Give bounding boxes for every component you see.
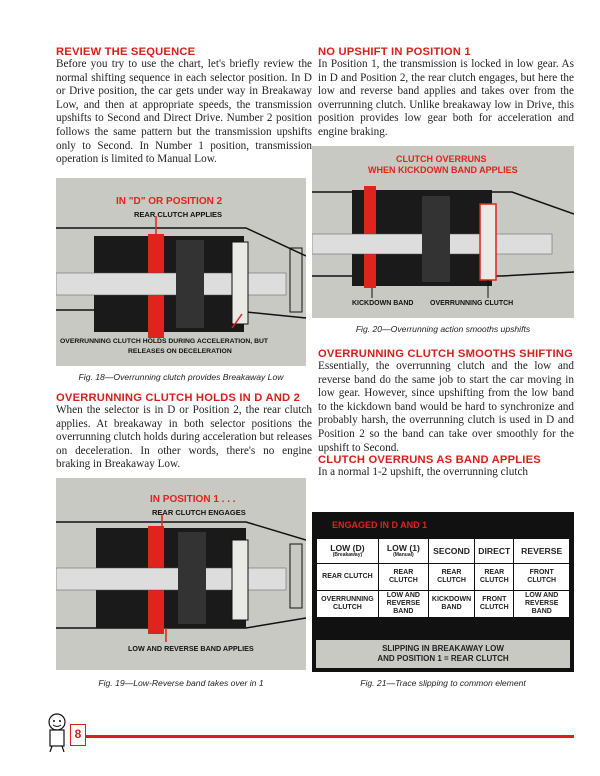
figure-title: ENGAGED IN D AND 1 — [332, 520, 428, 530]
table-cell: KICKDOWN BAND — [428, 591, 474, 618]
mascot-icon — [42, 712, 72, 752]
header-cell: DIRECT — [475, 539, 514, 564]
header-cell: REVERSE — [514, 539, 570, 564]
table-row — [317, 591, 570, 618]
header-cell: LOW (1) (Manual) — [378, 539, 428, 564]
engagement-table — [316, 538, 570, 618]
paragraph: Essentially, the overrunning clutch and the low and reverse band do the same job to start the car moving in low gear. However, since upshifting from the low band to the kickdown band would be hard to synchronize and probably harsh, the overrunning clutch is used in D and Position 2 so the band can take over smoothly for the upshift to Second. — [318, 360, 574, 454]
figure-18 — [56, 178, 306, 366]
left-section-holds — [56, 392, 312, 472]
figure-label: REAR CLUTCH APPLIES — [134, 210, 223, 219]
table-cell: FRONT CLUTCH — [475, 591, 514, 618]
paragraph: Before you try to use the chart, let's briefly review the normal shifting sequence in each selector position. In D or Drive position, the car gets under way in Breakaway Low, and then at appropriate speeds, the transmission upshifts to Second and Direct Drive. Number 2 position follows the same pattern but the transmission upshifts only to Second. In Number 1 position, transmission operation is limited to Manual Low. — [56, 58, 312, 166]
page-number: 8 — [74, 727, 82, 741]
table-cell: OVERRUNNING CLUTCH — [317, 591, 379, 618]
figure-label: RELEASES ON DECELERATION — [128, 348, 232, 355]
figure-label: OVERRUNNING CLUTCH — [430, 300, 514, 307]
figure-caption: Fig. 21—Trace slipping to common element — [360, 678, 526, 688]
table-cell: REAR CLUTCH — [428, 564, 474, 591]
table-cell: LOW AND REVERSE BAND — [514, 591, 570, 618]
figure-label: KICKDOWN BAND — [352, 300, 414, 307]
table-header-row — [317, 539, 570, 564]
table-cell: REAR CLUTCH — [317, 564, 379, 591]
section-heading: CLUTCH OVERRUNS AS BAND APPLIES — [318, 454, 541, 466]
right-section-smooths — [318, 348, 574, 455]
figure-title: WHEN KICKDOWN BAND APPLIES — [368, 165, 518, 175]
section-heading: REVIEW THE SEQUENCE — [56, 46, 196, 58]
figure-19 — [56, 478, 306, 670]
footer-rule — [86, 735, 574, 738]
right-section-overruns — [318, 454, 574, 480]
footnote-line: AND POSITION 1 = REAR CLUTCH — [377, 654, 509, 663]
section-heading: OVERRUNNING CLUTCH SMOOTHS SHIFTING — [318, 348, 573, 360]
paragraph: In Position 1, the transmission is locked in low gear. As in D and Position 2, the rear clutch engages, but here the low and reverse band applies and takes over from the overrunning clutch. Unlike breakaway low in Drive, this position provides low gear both for acceleration and engine braking. — [318, 58, 574, 138]
table-cell: LOW AND REVERSE BAND — [378, 591, 428, 618]
figure-label: LOW AND REVERSE BAND APPLIES — [128, 644, 254, 653]
figure-caption: Fig. 19—Low-Reverse band takes over in 1 — [98, 678, 264, 688]
figure-21 — [312, 512, 574, 672]
paragraph: When the selector is in D or Position 2, the rear clutch applies. At breakaway in both selector positions the overrunning clutch holds during acceleration but releases on deceleration. In other words, there's no engine braking in Breakaway Low. — [56, 404, 312, 471]
figure-label: OVERRUNNING CLUTCH HOLDS DURING ACCELERATION, BUT — [60, 338, 269, 345]
figure-label: REAR CLUTCH ENGAGES — [152, 508, 246, 517]
page-number-box — [70, 724, 86, 746]
figure-caption: Fig. 18—Overrunning clutch provides Breakaway Low — [78, 372, 284, 382]
table-cell: FRONT CLUTCH — [514, 564, 570, 591]
figure-title: CLUTCH OVERRUNS — [396, 154, 487, 164]
figure-caption: Fig. 20—Overrunning action smooths upshifts — [355, 324, 531, 334]
figure-title: IN "D" OR POSITION 2 — [116, 196, 223, 207]
header-cell: SECOND — [428, 539, 474, 564]
table-cell: REAR CLUTCH — [378, 564, 428, 591]
section-heading: NO UPSHIFT IN POSITION 1 — [318, 46, 471, 58]
transmission-diagram — [56, 478, 306, 670]
header-cell: LOW (D) (Breakaway) — [317, 539, 379, 564]
table-row — [317, 564, 570, 591]
right-section-no-upshift — [318, 46, 574, 140]
figure-20 — [312, 146, 574, 318]
figure-title: IN POSITION 1 . . . — [150, 494, 236, 505]
section-heading: OVERRUNNING CLUTCH HOLDS IN D AND 2 — [56, 392, 301, 404]
table-cell: REAR CLUTCH — [475, 564, 514, 591]
table-footnote — [316, 640, 570, 668]
left-section-review — [56, 46, 312, 167]
footnote-line: SLIPPING IN BREAKAWAY LOW — [382, 644, 504, 653]
paragraph: In a normal 1-2 upshift, the overrunning clutch — [318, 466, 529, 478]
